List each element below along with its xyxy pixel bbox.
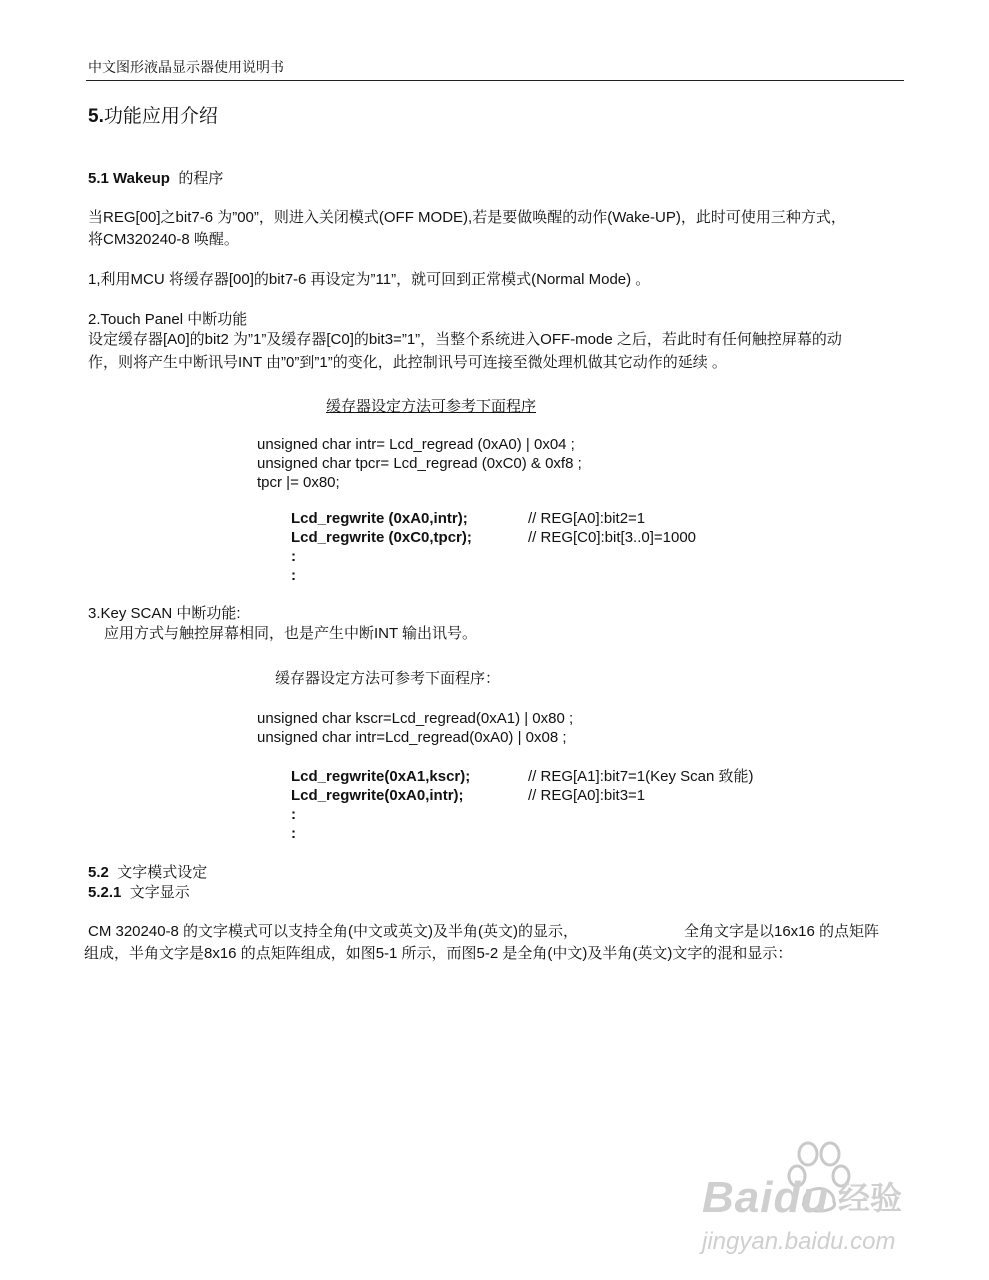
header-divider [86, 80, 904, 81]
section-number: 5. [88, 106, 104, 127]
subsection-heading [88, 862, 207, 883]
code-comment: // REG[A1]:bit7=1(Key Scan 致能) [528, 768, 754, 785]
watermark-brand: Baidu [702, 1173, 830, 1222]
subsection-heading-text: 的程序 [178, 169, 224, 187]
code-call: Lcd_regwrite(0xA1,kscr); [291, 768, 471, 785]
paragraph-line: 全角文字是以16x16 的点矩阵 [684, 923, 880, 940]
watermark-url: jingyan.baidu.com [702, 1228, 896, 1255]
code-call: Lcd_regwrite (0xA0,intr); [291, 510, 468, 527]
reference-caption: 缓存器设定方法可参考下面程序： [275, 669, 501, 687]
reference-caption: 缓存器设定方法可参考下面程序 [326, 397, 537, 415]
item-title: 2.Touch Panel 中断功能 [88, 311, 248, 328]
subsection-heading-text: 文字模式设定 [117, 863, 208, 881]
subsubsection-number: 5.2.1 [88, 884, 122, 901]
code-line: unsigned char intr= Lcd_regread (0xA0) | 0x04 ; [257, 436, 575, 453]
paragraph-line: CM 320240-8 的文字模式可以支持全角(中文或英文)及半角(英文)的显示， [88, 923, 579, 940]
paragraph-line: 组成，半角文字是8x16 的点矩阵组成，如图5-1 所示，而图5-2 是全角(中文)及半角(英文)文字的混和显示： [84, 945, 793, 962]
code-continuation: : [291, 548, 296, 565]
code-line: unsigned char intr=Lcd_regread(0xA0) | 0x08 ; [257, 729, 567, 746]
code-continuation: : [291, 825, 296, 842]
subsection-number: 5.1 Wakeup [88, 170, 170, 187]
code-call: Lcd_regwrite (0xC0,tpcr); [291, 529, 472, 546]
subsubsection-heading-text: 文字显示 [129, 883, 190, 901]
code-call: Lcd_regwrite(0xA0,intr); [291, 787, 464, 804]
code-line: unsigned char tpcr= Lcd_regread (0xC0) & 0xf8 ; [257, 455, 582, 472]
paragraph-line: 作，则将产生中断讯号INT 由”0”到”1”的变化，此控制讯号可连接至微处理机做其它动作的延续 。 [88, 354, 727, 371]
code-line: tpcr |= 0x80; [257, 474, 340, 491]
section-title-text: 功能应用介绍 [103, 105, 218, 127]
subsection-number: 5.2 [88, 864, 109, 881]
paragraph-line: 当REG[00]之bit7-6 为”00”，则进入关闭模式(OFF MODE),若是要做唤醒的动作(Wake-UP)，此时可使用三种方式， [88, 209, 846, 226]
code-continuation: : [291, 806, 296, 823]
code-comment: // REG[A0]:bit2=1 [528, 510, 646, 527]
code-line: unsigned char kscr=Lcd_regread(0xA1) | 0x80 ; [257, 710, 574, 727]
subsubsection-heading [88, 882, 190, 903]
watermark-brand-cn: 经验 [838, 1180, 903, 1216]
paragraph-line: 应用方式与触控屏幕相同，也是产生中断INT 输出讯号。 [104, 625, 478, 642]
code-comment: // REG[C0]:bit[3..0]=1000 [528, 529, 697, 546]
item-title: 3.Key SCAN 中断功能: [88, 605, 241, 622]
running-header: 中文图形液晶显示器使用说明书 [88, 60, 284, 76]
baidu-watermark [700, 1140, 930, 1270]
section-title [88, 104, 218, 129]
paragraph-line: 将CM320240-8 唤醒。 [88, 231, 239, 248]
subsection-heading [88, 168, 223, 189]
code-continuation: : [291, 567, 296, 584]
paragraph-line: 1,利用MCU 将缓存器[00]的bit7-6 再设定为”11”，就可回到正常模式(Normal Mode) 。 [88, 271, 651, 288]
paragraph-line: 设定缓存器[A0]的bit2 为”1”及缓存器[C0]的bit3=”1”，当整个系统进入OFF-mode 之后，若此时有任何触控屏幕的动 [88, 331, 842, 348]
code-comment: // REG[A0]:bit3=1 [528, 787, 646, 804]
